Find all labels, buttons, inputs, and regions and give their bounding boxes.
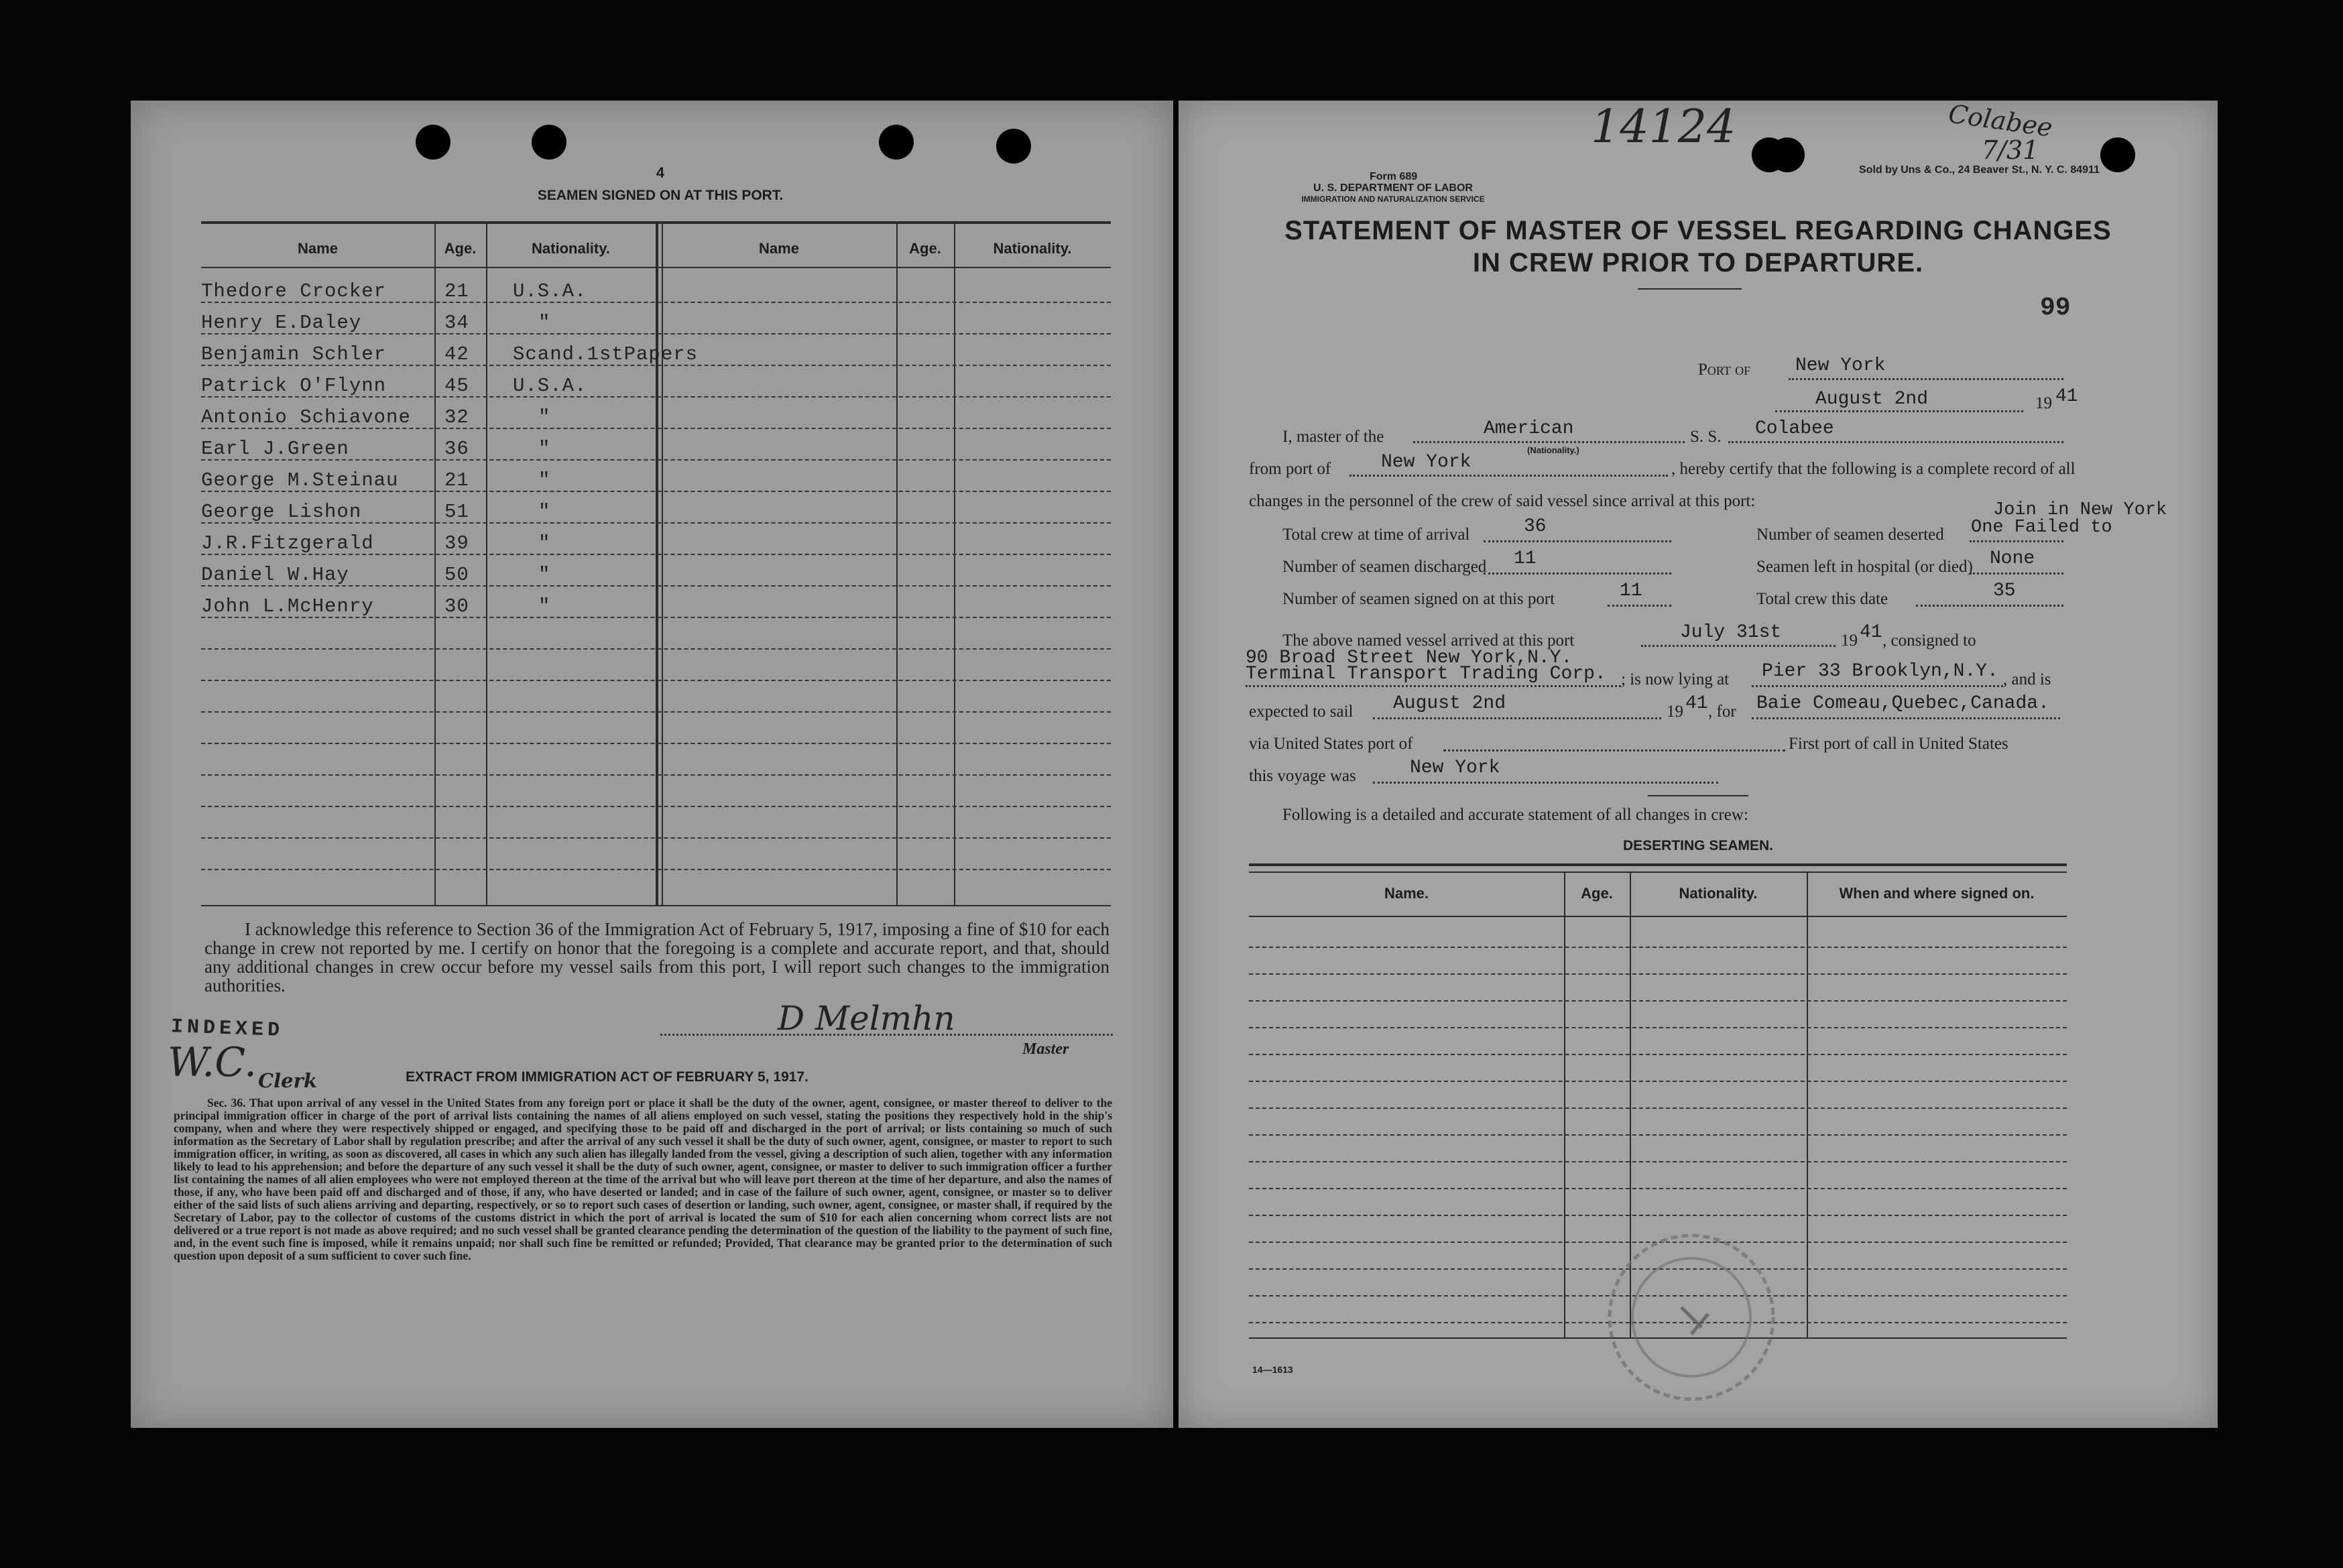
right-page bbox=[1179, 101, 2218, 1428]
desert-header-name: Name. bbox=[1384, 885, 1429, 902]
section-title: SEAMEN SIGNED ON AT THIS PORT. bbox=[537, 188, 784, 203]
port-label: Port of bbox=[1698, 361, 1751, 379]
certify-text: , hereby certify that the following is a complete record of all bbox=[1671, 460, 2076, 478]
column-divider bbox=[662, 223, 663, 905]
expected-value: August 2nd bbox=[1393, 693, 1506, 714]
discharged-value: 11 bbox=[1514, 548, 1537, 569]
desert-table-top-rule bbox=[1249, 863, 2067, 866]
column-divider bbox=[1564, 871, 1565, 1337]
discharged-label: Number of seamen discharged bbox=[1282, 558, 1487, 576]
lying-at-value: Pier 33 Brooklyn,N.Y. bbox=[1762, 661, 1998, 682]
desert-header-rule bbox=[1249, 916, 2067, 917]
master-signature: D Melmhn bbox=[778, 999, 955, 1038]
for-value: Baie Comeau,Quebec,Canada. bbox=[1756, 693, 2049, 714]
seller-note: Sold by Uns & Co., 24 Beaver St., N. Y. C. 84911 bbox=[1859, 164, 2100, 176]
desert-header-nationality: Nationality. bbox=[1679, 885, 1758, 902]
desert-header-when-where: When and where signed on. bbox=[1839, 885, 2035, 902]
column-divider bbox=[1807, 871, 1808, 1337]
year-value-sail: 41 bbox=[1685, 693, 1708, 714]
via-label: via United States port of bbox=[1249, 735, 1413, 753]
vessel-name: Colabee bbox=[1755, 418, 1834, 439]
column-divider bbox=[656, 223, 658, 905]
date-value: August 2nd bbox=[1815, 389, 1929, 410]
deserting-title: DESERTING SEAMEN. bbox=[1622, 838, 1774, 853]
acknowledgement-text: I acknowledge this reference to Section 36 of the Immigration Act of February 5, 1917, imposing a fine of $10 for each change in crew not reported by me. I certify on honor that the foregoing is a complete and accurate report, and that, should any additional changes in crew occur before my vessel sails from this port, I will report such changes to the immigration authorities. bbox=[204, 919, 1109, 996]
lying-at-label: ; is now lying at bbox=[1621, 670, 1730, 688]
signed-on-label: Number of seamen signed on at this port bbox=[1282, 590, 1555, 608]
year-value: 41 bbox=[2055, 386, 2078, 407]
page-number: 4 bbox=[656, 164, 665, 181]
total-crew-date-label: Total crew this date bbox=[1756, 590, 1888, 608]
form-title-line2: IN CREW PRIOR TO DEPARTURE. bbox=[1472, 248, 1924, 278]
header-name: Name bbox=[298, 240, 338, 257]
consignee-name: Terminal Transport Trading Corp. bbox=[1246, 664, 1606, 684]
year-prefix-arrival: 19 bbox=[1841, 631, 1858, 650]
indexed-stamp: INDEXED bbox=[170, 1016, 284, 1042]
form-title-line1: STATEMENT OF MASTER OF VESSEL REGARDING CHANGES bbox=[1284, 216, 2112, 245]
first-port-label: First port of call in United States bbox=[1789, 735, 2008, 753]
header-nationality-2: Nationality. bbox=[993, 240, 1072, 257]
master-of-label: I, master of the bbox=[1282, 428, 1384, 446]
total-crew-date-value: 35 bbox=[1993, 581, 2016, 601]
consignee-address: 90 Broad Street New York,N.Y. bbox=[1246, 648, 1573, 668]
extract-title: EXTRACT FROM IMMIGRATION ACT OF FEBRUARY 5, 1917. bbox=[406, 1069, 808, 1085]
signature-line bbox=[660, 1034, 1113, 1036]
hospital-label: Seamen left in hospital (or died) bbox=[1756, 558, 1973, 576]
table-bottom-rule bbox=[201, 905, 1111, 906]
punch-hole bbox=[879, 125, 914, 160]
signed-on-value: 11 bbox=[1620, 581, 1642, 601]
punch-hole bbox=[532, 125, 566, 160]
consigned-label: , consigned to bbox=[1882, 631, 1976, 650]
header-name-2: Name bbox=[759, 240, 799, 257]
this-voyage-value: New York bbox=[1410, 758, 1500, 778]
left-page: 4 SEAMEN SIGNED ON AT THIS PORT. Name Age. Nationality. Name Age. Nationality. Thedore Crocker 21 U.S.A. Henry E.Daley 34 " Benjamin Schler 42 Scand.1stPapers Patrick O'Flynn 45 U.S.A. Antonio Schiavone 32 " Earl J.Green 36 " George M.Steinau 21 " George Lishon 51 " J.R.Fitzgerald 39 " Daniel W.Hay 50 " John L.McHenry 30 " I acknowledge this reference to Section 36 of the Immigration Act of February 5, 1917, imposing a fine of $10 for each change in crew not reported by me. I certify on honor that the foregoing is a complete and accurate report, and that, should any additional changes in crew occur before my vessel sails from this port, I will report such changes to the immigration authorities. INDEXED W.C. Clerk D Melmhn Master EXTRACT FROM IMMIGRATION ACT OF FEBRUARY 5, 1917. Sec. 36. That upon arrival of any vessel in the United States from any foreign port or place it shall be the duty of the owner, agent, consignee, or master thereof to deliver to the principal immigration officer in charge of the port of arrival lists containing the names of all aliens employed on such vessel, stating the positions they respectively hold in the ship's company, when and where they were respectively shipped or engaged, and specifying those to be paid off and discharged in the port of arrival; or lists containing so much of such information as the Secretary of Labor shall by regulation prescribe; and after the arrival of any such vessel it shall be the duty of such owner, agent, consignee, or master to report to such immigration officer, in writing, as soon as discovered, all cases in which any such alien has illegally landed from the vessel, giving a description of such alien, together with any information likely to lead to his apprehension; and before the departure of any such vessel it shall be the duty of such owner, agent, consignee, or master to deliver to such immigration officer a further list containing the names of all alien employees who were not employed thereon at the time of the arrival but who will leave port thereon at the time of her departure, and also the names of those, if any, who have been paid off and discharged and of those, if any, who have deserted or landed; and in case of the failure of such owner, agent, consignee, or master so to deliver either of the said lists of such aliens arriving and departing, respectively, or so to report such cases of desertion or landing, such owner, agent, consignee, or master shall, if required by the Secretary of Labor, pay to the collector of customs of the customs district in which the port of arrival is located the sum of $10 for each alien concerning whom correct lists are not delivered or a true report is not made as above required; and no such vessel shall be granted clearance pending the determination of the question of the liability to the payment of such fine, and, in the event such fine is imposed, while it remains unpaid; nor shall such fine be remitted or refunded; Provided, That clearance may be granted prior to the determination of such question upon deposit of a sum sufficient to cover such fine. bbox=[131, 101, 1173, 1428]
handwritten-note: Colabee bbox=[1946, 99, 2055, 143]
nationality-value: American bbox=[1484, 418, 1574, 439]
deserted-value-line2: One Failed to bbox=[1971, 518, 2112, 538]
punch-hole bbox=[416, 125, 450, 160]
immigration-stamp bbox=[1601, 1227, 1782, 1408]
title-underline bbox=[1638, 288, 1742, 290]
clerk-initials: W.C. bbox=[168, 1039, 257, 1086]
punch-hole bbox=[2100, 137, 2135, 172]
total-crew-arrival-label: Total crew at time of arrival bbox=[1282, 526, 1470, 544]
stamp-number: 99 bbox=[2040, 294, 2071, 322]
punch-hole bbox=[996, 129, 1031, 164]
following-text: Following is a detailed and accurate statement of all changes in crew: bbox=[1282, 806, 1748, 824]
year-value-arrival: 41 bbox=[1860, 622, 1882, 643]
this-voyage-label: this voyage was bbox=[1249, 767, 1356, 785]
column-divider bbox=[486, 223, 487, 905]
for-label: , for bbox=[1708, 703, 1736, 721]
column-divider bbox=[954, 223, 955, 905]
department: U. S. DEPARTMENT OF LABOR bbox=[1313, 182, 1473, 194]
port-value: New York bbox=[1795, 355, 1886, 376]
arrived-label: The above named vessel arrived at this port bbox=[1282, 631, 1575, 650]
form-number: Form 689 bbox=[1370, 171, 1418, 182]
header-nationality: Nationality. bbox=[532, 240, 610, 257]
master-label: Master bbox=[1022, 1040, 1069, 1058]
deserted-label: Number of seamen deserted bbox=[1756, 526, 1944, 544]
desert-header-age: Age. bbox=[1581, 885, 1613, 902]
nationality-caption: (Nationality.) bbox=[1527, 445, 1579, 455]
header-age: Age. bbox=[444, 240, 477, 257]
header-age-2: Age. bbox=[909, 240, 941, 257]
total-crew-arrival-value: 36 bbox=[1524, 516, 1547, 537]
handwritten-note-date: 7/31 bbox=[1982, 135, 2039, 165]
deserted-value-line1: Join in New York bbox=[1993, 500, 2167, 520]
expected-label: expected to sail bbox=[1249, 703, 1354, 721]
from-port-label: from port of bbox=[1249, 460, 1331, 478]
extract-text: Sec. 36. That upon arrival of any vessel in the United States from any foreign port or place it shall be the duty of the owner, agent, consignee, or master thereof to deliver to the principal immigration officer in charge of the port of arrival lists containing the names of all aliens employed on such vessel, stating the positions they respectively hold in the ship's company, when and where they were respectively shipped or engaged, and specifying those to be paid off and discharged in the port of arrival; or lists containing so much of such information as the Secretary of Labor shall by regulation prescribe; and after the arrival of any such vessel it shall be the duty of such owner, agent, consignee, or master to report to such immigration officer, in writing, as soon as discovered, all cases in which any such alien has illegally landed from the vessel, giving a description of such alien, together with any information likely to lead to his apprehension; and before the departure of any such vessel it shall be the duty of such owner, agent, consignee, or master to deliver to such immigration officer a further list containing the names of all alien employees who were not employed thereon at the time of the arrival but who will leave port thereon at the time of her departure, and also the names of those, if any, who have been paid off and discharged and of those, if any, who have deserted or landed; and in case of the failure of such owner, agent, consignee, or master so to deliver either of the said lists of such aliens arriving and departing, respectively, or so to report such cases of desertion or landing, such owner, agent, consignee, or master shall, if required by the Secretary of Labor, pay to the collector of customs of the customs district in which the port of arrival is located the sum of $10 for each alien concerning whom correct lists are not delivered or a true report is not made as above required; and no such vessel shall be granted clearance pending the determination of the question of the liability to the payment of such fine, and, in the event such fine is imposed, while it remains unpaid; nor shall such fine be remitted or refunded; Provided, That clearance may be granted prior to the determination of such question upon deposit of a sum sufficient to cover such fine. bbox=[174, 1096, 1112, 1262]
column-divider bbox=[434, 223, 436, 905]
column-divider bbox=[896, 223, 898, 905]
footer-code: 14—1613 bbox=[1252, 1364, 1293, 1375]
arrived-value: July 31st bbox=[1680, 622, 1782, 643]
certify-text-2: changes in the personnel of the crew of said vessel since arrival at this port: bbox=[1249, 492, 1756, 510]
year-prefix: 19 bbox=[2035, 394, 2052, 412]
handwritten-number: 14124 bbox=[1591, 101, 1736, 154]
service: IMMIGRATION AND NATURALIZATION SERVICE bbox=[1301, 194, 1485, 204]
and-is-label: , and is bbox=[2003, 670, 2051, 688]
hospital-value: None bbox=[1990, 548, 2035, 569]
year-prefix-sail: 19 bbox=[1667, 703, 1683, 721]
ss-label: S. S. bbox=[1690, 428, 1722, 446]
from-port-value: New York bbox=[1381, 452, 1471, 473]
section-divider bbox=[1648, 795, 1748, 796]
clerk-label: Clerk bbox=[258, 1069, 317, 1092]
